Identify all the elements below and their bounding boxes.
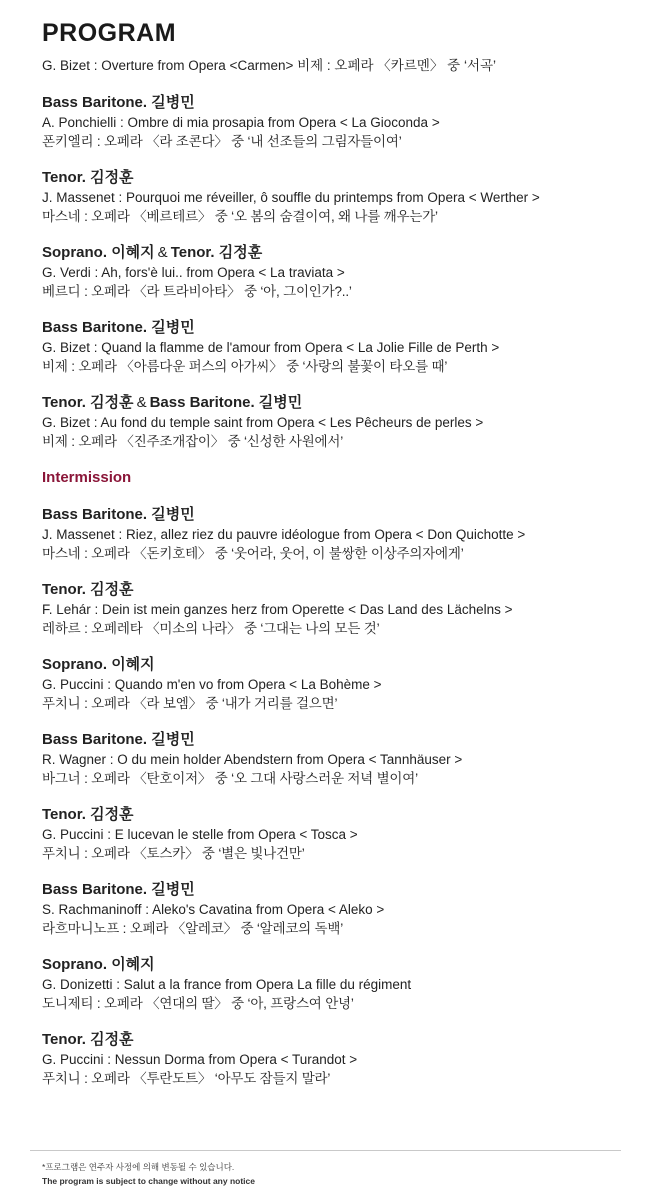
program-item — [42, 805, 622, 863]
composer-work-line: A. Ponchielli : Ombre di mia prosapia from Opera < La Gioconda > — [42, 115, 440, 130]
performer-separator: & — [136, 394, 147, 411]
performer-role: Tenor. — [42, 394, 86, 411]
program-item — [42, 655, 622, 713]
footer-note-english: The program is subject to change without any notice — [42, 1176, 255, 1186]
korean-title-line: 베르디 : 오페라 〈라 트라비아타〉 중 ‘아, 그이인가?..’ — [42, 283, 352, 299]
composer-work-line: G. Puccini : E lucevan le stelle from Opera < Tosca > — [42, 827, 358, 842]
page-title: PROGRAM — [42, 19, 177, 47]
korean-title-line: 폰키엘리 : 오페라 〈라 조콘다〉 중 ‘내 선조들의 그림자들이여’ — [42, 133, 402, 149]
performer-role: Tenor. — [42, 1031, 86, 1048]
performer-line — [42, 243, 622, 263]
performer-line — [42, 730, 622, 750]
composer-work-line: G. Bizet : Quand la flamme de l'amour from Opera < La Jolie Fille de Perth > — [42, 340, 500, 355]
performer-line — [42, 805, 622, 825]
program-item — [42, 93, 622, 151]
performer-line — [42, 393, 622, 413]
performer-role: Bass Baritone. — [149, 394, 255, 411]
composer-work-line: G. Donizetti : Salut a la france from Opera La fille du régiment — [42, 977, 412, 992]
performer-separator: & — [157, 244, 168, 261]
performer-name: 길병민 — [151, 319, 195, 336]
composer-work-line: S. Rachmaninoff : Aleko's Cavatina from Opera < Aleko > — [42, 902, 385, 917]
performer-role: Tenor. — [42, 581, 86, 598]
korean-title-line: 도니제티 : 오페라 〈연대의 딸〉 중 ‘아, 프랑스여 안녕’ — [42, 995, 354, 1011]
performer-role: Tenor. — [170, 244, 215, 261]
program-item — [42, 318, 622, 376]
program-item — [42, 730, 622, 788]
program-item — [42, 1030, 622, 1088]
korean-title-line: 라흐마니노프 : 오페라 〈알레코〉 중 ‘알레코의 독백’ — [42, 920, 344, 936]
performer-line — [42, 955, 622, 975]
performer-name: 길병민 — [151, 881, 195, 898]
second-half-list — [42, 505, 622, 1088]
composer-work-line: G. Puccini : Quando m'en vo from Opera < La Bohème > — [42, 677, 382, 692]
composer-work-line: G. Verdi : Ah, fors'è lui.. from Opera < La traviata > — [42, 265, 345, 280]
korean-title-line: 레하르 : 오페레타 〈미소의 나라〉 중 ‘그대는 나의 모든 것’ — [42, 620, 380, 636]
program-item — [42, 955, 622, 1013]
intermission-heading: Intermission — [42, 469, 132, 486]
performer-role: Bass Baritone. — [42, 319, 148, 336]
performer-role: Bass Baritone. — [42, 94, 148, 111]
program-page — [42, 18, 622, 1105]
performer-name: 김정훈 — [90, 806, 134, 823]
composer-work-line: G. Puccini : Nessun Dorma from Opera < Turandot > — [42, 1052, 358, 1067]
performer-line — [42, 318, 622, 338]
performer-role: Soprano. — [42, 956, 108, 973]
program-item — [42, 393, 622, 451]
performer-line — [42, 880, 622, 900]
performer-name: 길병민 — [151, 94, 195, 111]
performer-line — [42, 1030, 622, 1050]
performer-line — [42, 655, 622, 675]
composer-work-line: R. Wagner : O du mein holder Abendstern from Opera < Tannhäuser > — [42, 752, 463, 767]
performer-name: 김정훈 — [90, 169, 134, 186]
korean-title-line: 비제 : 오페라 〈진주조개잡이〉 중 ‘신성한 사원에서’ — [42, 433, 344, 449]
performer-role: Bass Baritone. — [42, 881, 148, 898]
performer-role: Soprano. — [42, 656, 108, 673]
program-item — [42, 505, 622, 563]
performer-line — [42, 580, 622, 600]
performer-name: 길병민 — [151, 506, 195, 523]
footer-note-korean: *프로그램은 연주자 사정에 의해 변동될 수 있습니다. — [42, 1162, 235, 1172]
performer-name: 이혜지 — [111, 656, 155, 673]
program-item — [42, 168, 622, 226]
program-item — [42, 243, 622, 301]
performer-role: Bass Baritone. — [42, 506, 148, 523]
performer-name: 김정훈 — [90, 581, 134, 598]
footer — [42, 1160, 255, 1188]
performer-name: 김정훈 — [218, 244, 263, 261]
overture-line: G. Bizet : Overture from Opera <Carmen> 비제 : 오페라 〈카르멘〉 중 ‘서곡’ — [42, 58, 497, 73]
korean-title-line: 푸치니 : 오페라 〈토스카〉 중 ‘별은 빛나건만’ — [42, 845, 305, 861]
performer-name: 김정훈 — [90, 394, 134, 411]
korean-title-line: 마스네 : 오페라 〈돈키호테〉 중 ‘웃어라, 웃어, 이 불쌍한 이상주의자에게’ — [42, 545, 464, 561]
program-item — [42, 580, 622, 638]
korean-title-line: 비제 : 오페라 〈아름다운 퍼스의 아가씨〉 중 ‘사랑의 불꽃이 타오를 때’ — [42, 358, 448, 374]
performer-line — [42, 505, 622, 525]
composer-work-line: J. Massenet : Pourquoi me réveiller, ô souffle du printemps from Opera < Werther > — [42, 190, 540, 205]
performer-name: 길병민 — [258, 394, 303, 411]
performer-line — [42, 93, 622, 113]
korean-title-line: 푸치니 : 오페라 〈투란도트〉 ‘아무도 잠들지 말라’ — [42, 1070, 331, 1086]
performer-role: Bass Baritone. — [42, 731, 148, 748]
program-item — [42, 880, 622, 938]
performer-name: 길병민 — [151, 731, 195, 748]
performer-name: 이혜지 — [111, 244, 155, 261]
korean-title-line: 푸치니 : 오페라 〈라 보엠〉 중 ‘내가 거리를 걸으면’ — [42, 695, 338, 711]
footer-divider — [30, 1150, 621, 1151]
performer-name: 이혜지 — [111, 956, 155, 973]
performer-role: Tenor. — [42, 806, 86, 823]
performer-role: Tenor. — [42, 169, 86, 186]
first-half-list — [42, 93, 622, 451]
korean-title-line: 마스네 : 오페라 〈베르테르〉 중 ‘오 봄의 숨결이여, 왜 나를 깨우는가’ — [42, 208, 438, 224]
performer-line — [42, 168, 622, 188]
composer-work-line: G. Bizet : Au fond du temple saint from Opera < Les Pêcheurs de perles > — [42, 415, 484, 430]
composer-work-line: J. Massenet : Riez, allez riez du pauvre idéologue from Opera < Don Quichotte > — [42, 527, 526, 542]
performer-name: 김정훈 — [90, 1031, 134, 1048]
composer-work-line: F. Lehár : Dein ist mein ganzes herz from Operette < Das Land des Lächelns > — [42, 602, 513, 617]
korean-title-line: 바그너 : 오페라 〈탄호이저〉 중 ‘오 그대 사랑스러운 저녁 별이여’ — [42, 770, 418, 786]
performer-role: Soprano. — [42, 244, 108, 261]
